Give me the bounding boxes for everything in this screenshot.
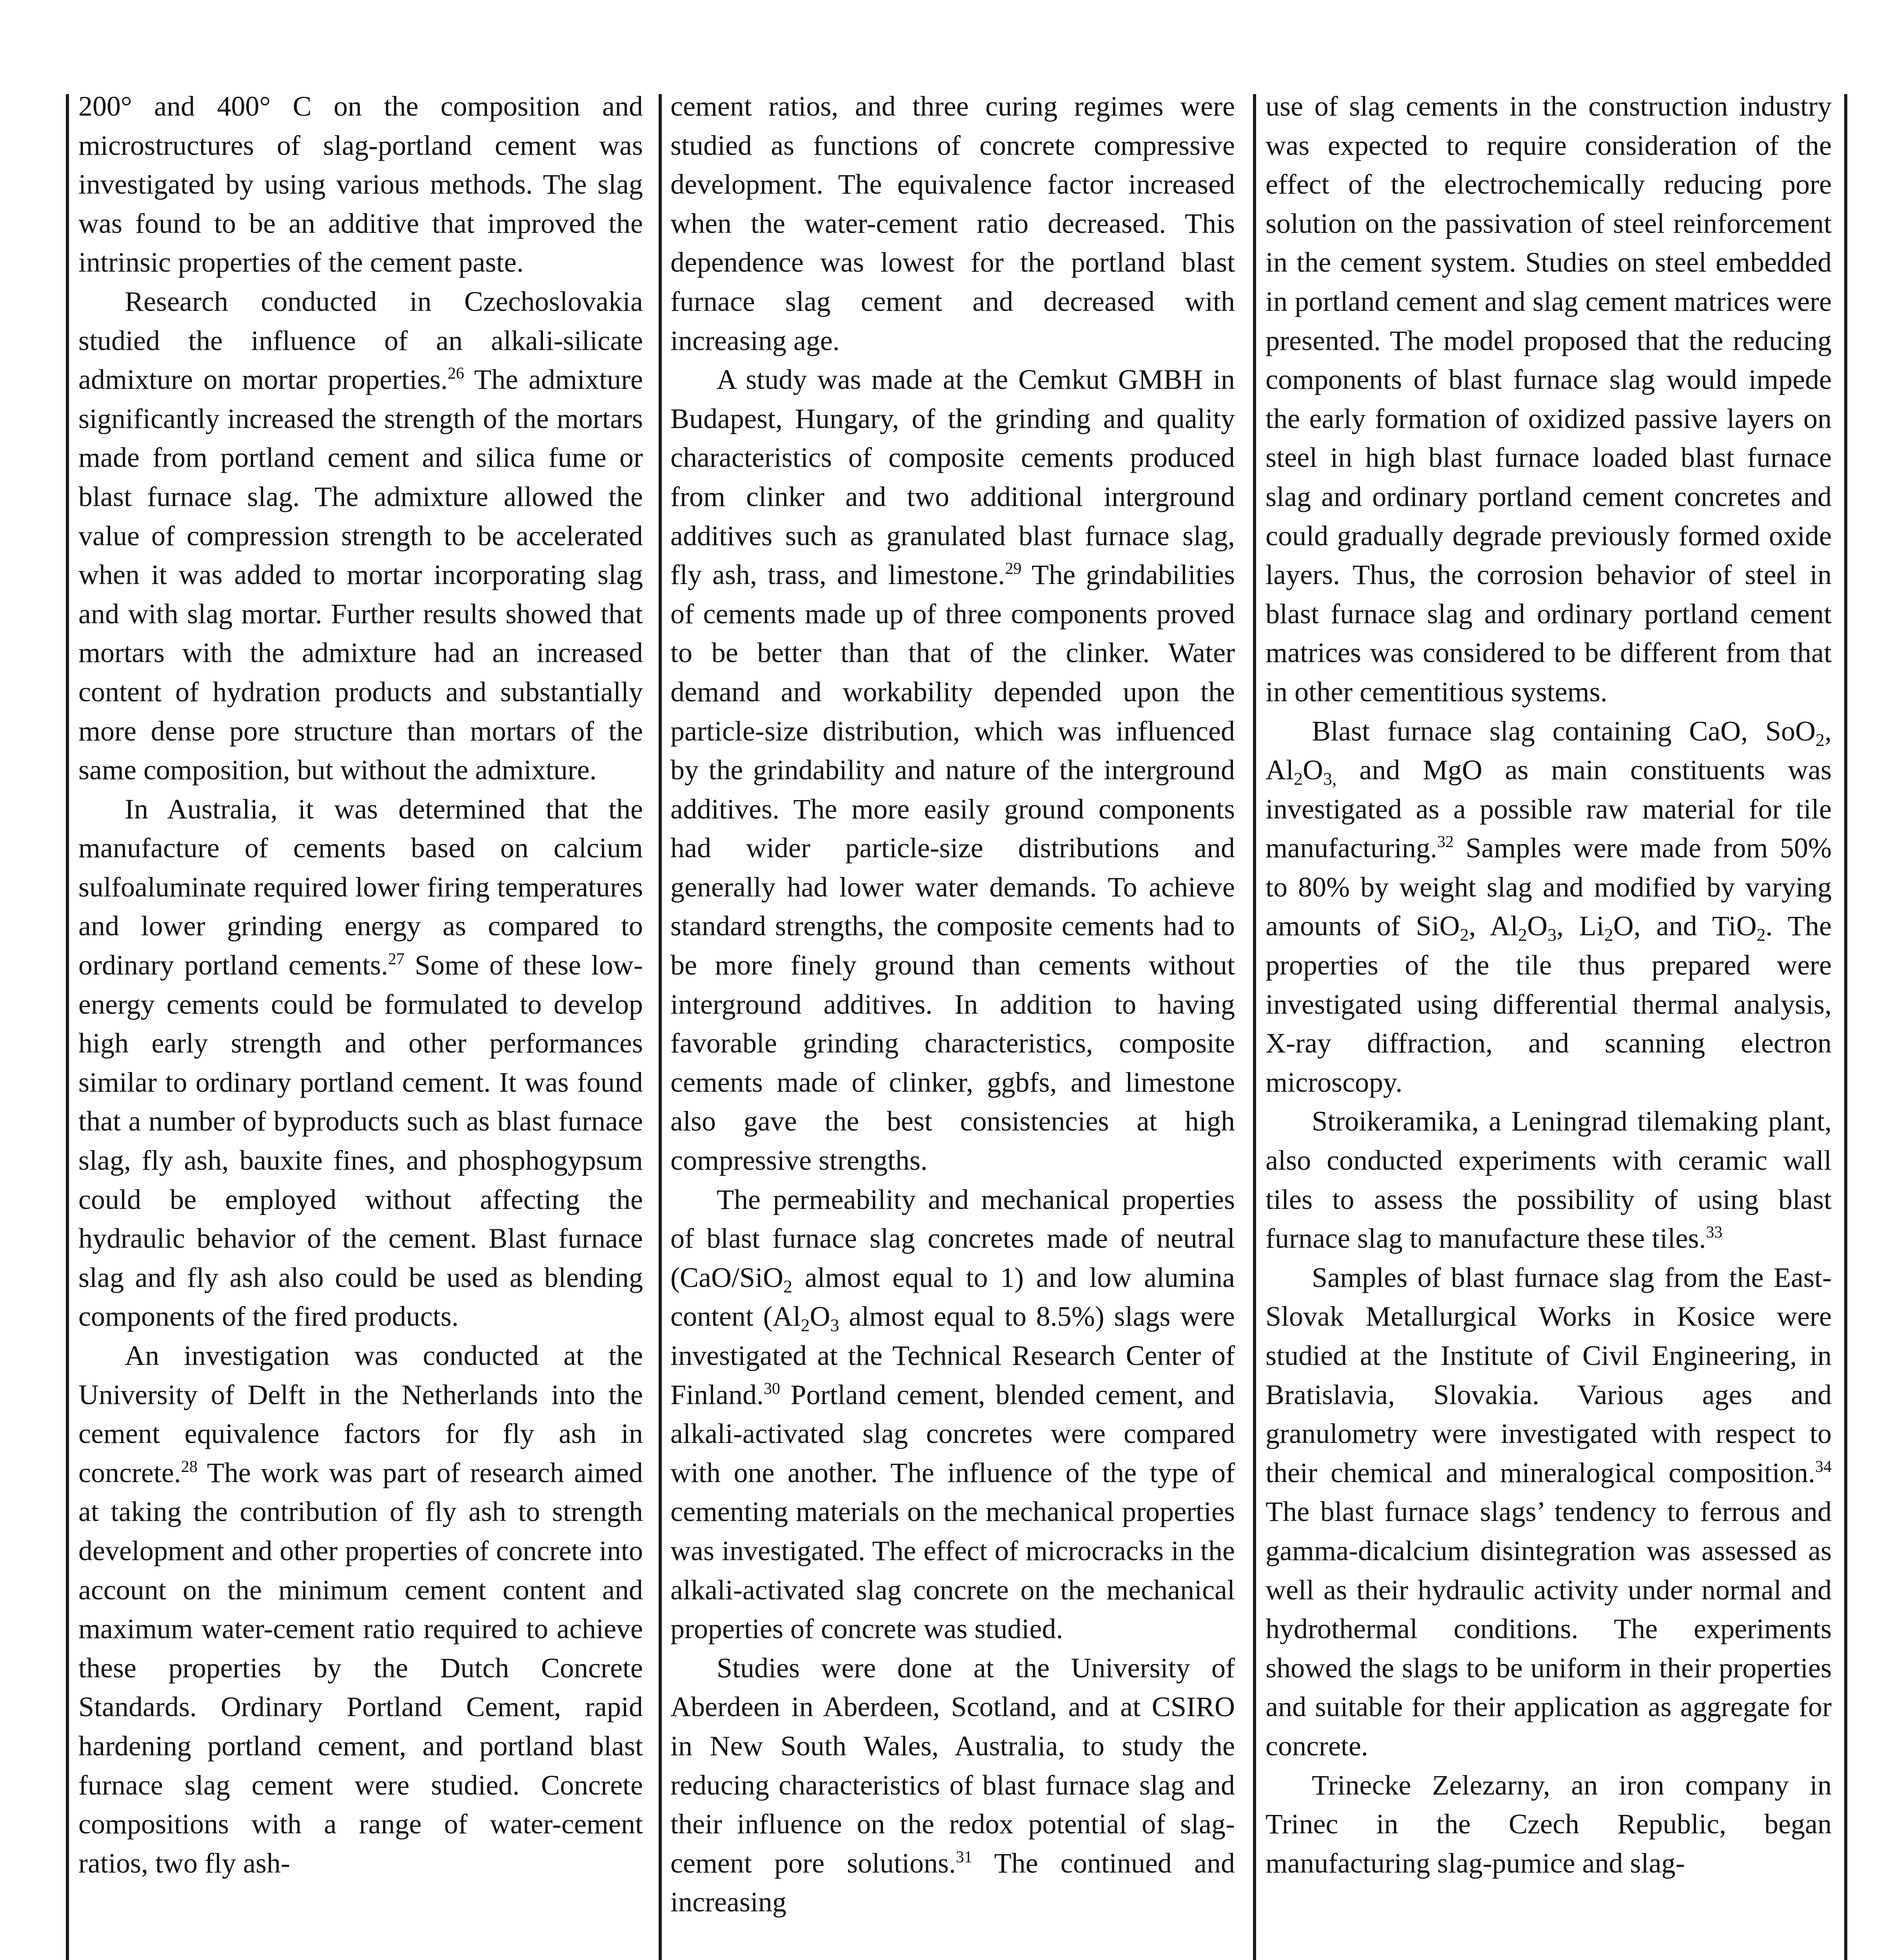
paragraph: Studies were done at the University of Aberdeen in Aberdeen, Scotland, and at CSIRO in New South Wales, Australia, to study the reducing characteristics of blast furnace slag and their influence on the redox potential of slag-cement pore solutions.$^{31}$ The continued and increasing xyxy=(670,1652,1235,1918)
paragraph: Blast furnace slag containing CaO, SoO$_2$, $Al_2O_{3,}$ and MgO as main constituents was investigated as a possible raw material for tile manufacturing.$^{32}$ Samples were made from 50% to 80% by weight slag and modified by varying amounts of SiO$_2$, $Al_2O_3$, $Li_2O$, and TiO$_2$. The properties of the tile thus prepared were investigated using differential thermal analysis, X-ray diffraction, and scanning electron microscopy. xyxy=(1266,715,1832,1098)
paragraph: The permeability and mechanical properties of blast furnace slag concretes made of neutral (CaO/SiO$_2$ almost equal to 1) and low alumina content ($Al_2O_3$ almost equal to 8.5%) slags were investigated at the Technical Research Center of Finland.$^{30}$ Portland cement, blended cement, and alkali-activated slag concretes were compared with one another. The influence of the type of cementing materials on the mechanical properties was investigated. The effect of microcracks in the alkali-activated slag concrete on the mechanical properties of concrete was studied. xyxy=(670,1183,1235,1645)
text-column-3 xyxy=(1266,87,1832,1960)
column-rule-left xyxy=(66,94,69,1960)
paragraph: use of slag cements in the construction industry was expected to require consideration of the effect of the electrochemically reducing pore solution on the passivation of steel reinforcement in the cement system. Studies on steel embedded in portland cement and slag cement matrices were presented. The model proposed that the reducing components of blast furnace slag would impede the early formation of oxidized passive layers on steel in high blast furnace loaded blast furnace slag and ordinary portland cement concretes and could gradually degrade previously formed oxide layers. Thus, the corrosion behavior of steel in blast furnace slag and ordinary portland cement matrices was considered to be different from that in other cementitious systems. xyxy=(1266,91,1832,708)
paragraph: Stroikeramika, a Leningrad tilemaking plant, also conducted experiments with ceramic wall tiles to assess the possibility of using blast furnace slag to manufacture these tiles.$^{33}$ xyxy=(1266,1105,1832,1254)
column-rule-mid-1 xyxy=(659,94,662,1960)
text-column-1 xyxy=(78,87,643,1960)
paragraph: In Australia, it was determined that the manufacture of cements based on calcium sulfoaluminate required lower firing temperatures and lower grinding energy as compared to ordinary portland cements.$^{27}$ Some of these low-energy cements could be formulated to develop high early strength and other performances similar to ordinary portland cement. It was found that a number of byproducts such as blast furnace slag, fly ash, bauxite fines, and phosphogypsum could be employed without affecting the hydraulic behavior of the cement. Blast furnace slag and fly ash also could be used as blending components of the fired products. xyxy=(78,793,643,1332)
paragraph: Research conducted in Czechoslovakia studied the influence of an alkali-silicate admixture on mortar properties.$^{26}$ The admixture significantly increased the strength of the mortars made from portland cement and silica fume or blast furnace slag. The admixture allowed the value of compression strength to be accelerated when it was added to mortar incorporating slag and with slag mortar. Further results showed that mortars with the admixture had an increased content of hydration products and substantially more dense pore structure than mortars of the same composition, but without the admixture. xyxy=(78,285,643,786)
paragraph: cement ratios, and three curing regimes were studied as functions of concrete compressive development. The equivalence factor increased when the water-cement ratio decreased. This dependence was lowest for the portland blast furnace slag cement and decreased with increasing age. xyxy=(670,91,1235,356)
paragraph: Trinecke Zelezarny, an iron company in Trinec in the Czech Republic, began manufacturing slag-pumice and slag- xyxy=(1266,1769,1832,1879)
paragraph: 200° and 400° C on the composition and microstructures of slag-portland cement was investigated by using various methods. The slag was found to be an additive that improved the intrinsic properties of the cement paste. xyxy=(78,91,643,278)
column-rule-right xyxy=(1844,94,1847,1960)
paragraph: Samples of blast furnace slag from the East-Slovak Metallurgical Works in Kosice were studied at the Institute of Civil Engineering, in Bratislavia, Slovakia. Various ages and granulometry were investigated with respect to their chemical and mineralogical composition.$^{34}$ The blast furnace slags’ tendency to ferrous and gamma-dicalcium disintegration was assessed as well as their hydraulic activity under normal and hydrothermal conditions. The experiments showed the slags to be uniform in their properties and suitable for their application as aggregate for concrete. xyxy=(1266,1261,1832,1762)
text-column-2 xyxy=(670,87,1235,1960)
column-rule-mid-2 xyxy=(1253,94,1256,1960)
paragraph: A study was made at the Cemkut GMBH in Budapest, Hungary, of the grinding and quality characteristics of composite cements produced from clinker and two additional interground additives such as granulated blast furnace slag, fly ash, trass, and limestone.$^{29}$ The grindabilities of cements made up of three components proved to be better than that of the clinker. Water demand and workability depended upon the particle-size distribution, which was influenced by the grindability and nature of the interground additives. The more easily ground components had wider particle-size distributions and generally had lower water demands. To achieve standard strengths, the composite cements had to be more finely ground than cements without interground additives. In addition to having favorable grinding characteristics, composite cements made of clinker, ggbfs, and limestone also gave the best consistencies at high compressive strengths. xyxy=(670,364,1235,1176)
paragraph: An investigation was conducted at the University of Delft in the Netherlands into the cement equivalence factors for fly ash in concrete.$^{28}$ The work was part of research aimed at taking the contribution of fly ash to strength development and other properties of concrete into account on the minimum cement content and maximum water-cement ratio required to achieve these properties by the Dutch Concrete Standards. Ordinary Portland Cement, rapid hardening portland cement, and portland blast furnace slag cement were studied. Concrete compositions with a range of water-cement ratios, two fly ash- xyxy=(78,1340,643,1879)
